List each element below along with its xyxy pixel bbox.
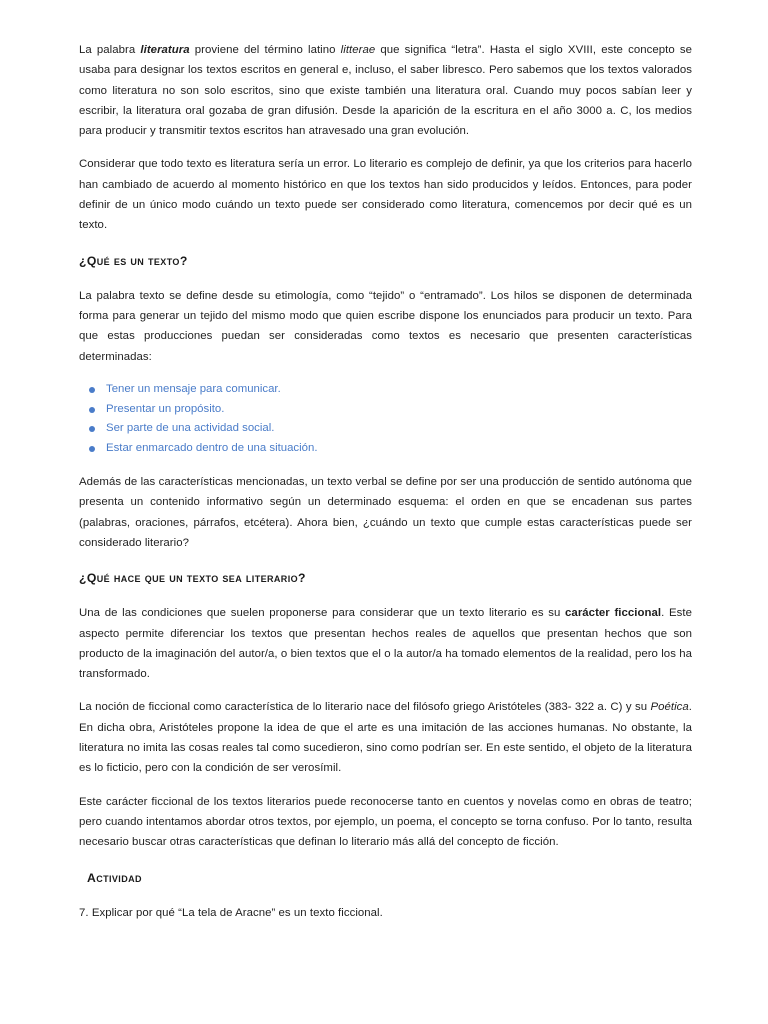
- text-run: que significa “letra”. Hasta el siglo XVIII, este concepto se usaba para designar los textos escritos en general e, incluso, el saber libresco. Pero sabemos que los textos valorados como literatura no son solo escritos, sino que existe también una literatura oral. Cuando muy pocos sabían leer y escribir, la literatura oral gozaba de gran difusión. Desde la aparición de la escritura en el año 3000 a. C, los medios para producir y transmitir textos escritos han atravesado una gran evolución.: [79, 44, 692, 138]
- activity-heading: Actividad: [87, 870, 142, 885]
- list-item: [89, 400, 692, 420]
- text-run: . Este aspecto permite diferenciar los textos que presentan hechos reales de aquellos que presentan hechos que son producto de la imaginación del autor/a, o bien textos que el o la autor/a ha tomado elementos de la realidad, pero los ha transformado.: [79, 607, 692, 681]
- activity-item: 7. Explicar por qué “La tela de Aracne” es un texto ficcional.: [79, 906, 383, 919]
- list-item: [89, 439, 692, 459]
- term-literatura: literatura: [140, 44, 190, 56]
- text-run: . En dicha obra, Aristóteles propone la idea de que el arte es una imitación de las acciones humanas. No obstante, la literatura no imita las cosas reales tal como sucedieron, sino como podrían ser. En este sentido, el objeto de la literatura es lo ficticio, pero con la condición de ser verosímil.: [79, 701, 692, 775]
- text-run: La palabra: [79, 44, 141, 56]
- bullet-icon: [89, 387, 95, 393]
- list-item-text: Estar enmarcado dentro de una situación.: [106, 442, 318, 455]
- list-item: [89, 419, 692, 439]
- text-run: Una de las condiciones que suelen proponerse para considerar que un texto literario es su: [79, 607, 566, 620]
- characteristics-list: [79, 380, 692, 459]
- section2-paragraph-1: [79, 603, 692, 684]
- bullet-icon: [89, 407, 95, 413]
- section-heading-que-hace-literario: ¿Qué hace que un texto sea literario?: [79, 571, 306, 586]
- term-caracter-ficcional: carácter ficcional: [565, 607, 662, 620]
- bullet-icon: [89, 426, 95, 432]
- list-item-text: Presentar un propósito.: [106, 402, 225, 415]
- section2-paragraph-2: [79, 697, 692, 778]
- intro-paragraph-2: Considerar que todo texto es literatura sería un error. Lo literario es complejo de definir, ya que los criterios para hacerlo han cambiado de acuerdo al momento histórico en que los textos han sido producidos y leídos. Entonces, para poder definir de un único modo cuándo un texto puede ser considerado como literatura, comencemos por decir qué es un texto.: [79, 158, 692, 232]
- term-poetica: Poética: [650, 701, 689, 714]
- list-item-text: Tener un mensaje para comunicar.: [106, 382, 281, 395]
- intro-paragraph-1: [79, 40, 692, 141]
- section-heading-que-es-un-texto: ¿Qué es un texto?: [79, 253, 188, 268]
- list-item-text: Ser parte de una actividad social.: [106, 422, 275, 435]
- section1-paragraph-1: La palabra texto se define desde su etimología, como “tejido” o “entramado”. Los hilos se disponen de determinada forma para generar un tejido del mismo modo que quien escribe dispone los enunciados para producir un texto. Para que estas producciones puedan ser consideradas como textos es necesario que presenten características determinadas:: [79, 289, 692, 363]
- bullet-icon: [89, 446, 95, 452]
- text-run: La noción de ficcional como característica de lo literario nace del filósofo griego Aristóteles (383- 322 a. C) y su: [79, 701, 651, 714]
- text-run: proviene del término latino: [189, 44, 341, 56]
- term-litterae: litterae: [340, 44, 376, 56]
- list-item: [89, 380, 692, 400]
- section2-paragraph-3: Este carácter ficcional de los textos literarios puede reconocerse tanto en cuentos y novelas como en obras de teatro; pero cuando intentamos abordar otros textos, por ejemplo, un poema, el concepto se torna confuso. Por lo tanto, resulta necesario buscar otras características que definan lo literario más allá del concepto de ficción.: [79, 795, 692, 849]
- section1-paragraph-2: Además de las características mencionadas, un texto verbal se define por ser una producción de sentido autónoma que presenta un contenido informativo según un determinado esquema: el orden en que se encadenan sus partes (palabras, oraciones, párrafos, etcétera). Ahora bien, ¿cuándo un texto que cumple estas características puede ser considerado literario?: [79, 476, 692, 549]
